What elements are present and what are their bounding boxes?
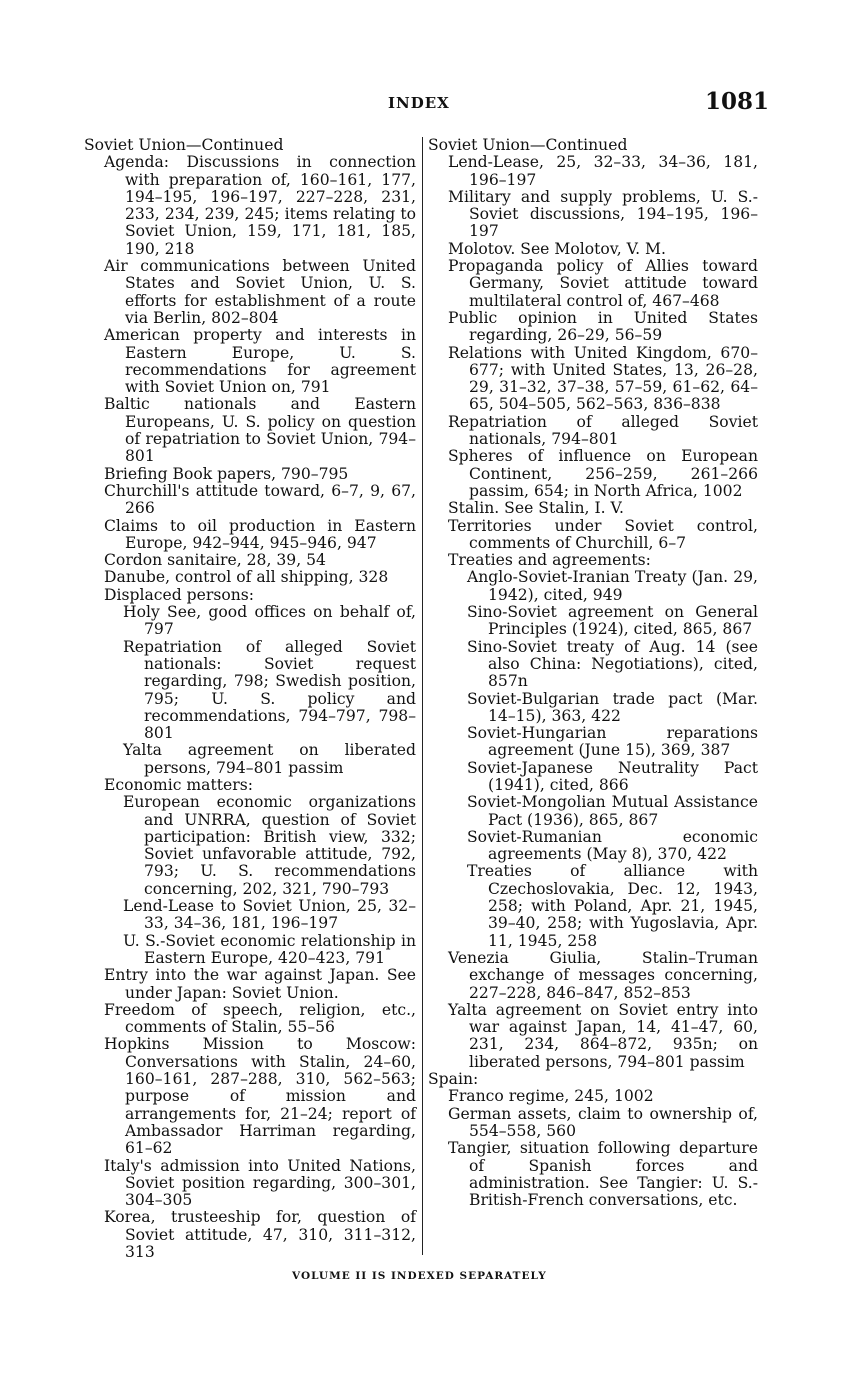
index-entry: Sino-Soviet treaty of Aug. 14 (see also China: Negotiations), cited, 857n [467,637,758,691]
index-entry: Territories under Soviet control, comments of Churchill, 6–7 [448,516,758,552]
index-entry: Yalta agreement on liberated persons, 794–801 passim [123,741,416,777]
index-entry: Soviet-Rumanian economic agreements (May 8), 370, 422 [467,827,758,864]
index-entry: Briefing Book papers, 790–795 [104,464,349,483]
index-entry: Public opinion in United States regarding, 26–29, 56–59 [448,308,758,345]
index-entry: Treaties and agreements: [448,551,651,570]
index-entry: Tangier, situation following departure of Spanish forces and administration. See Tangier: U. S.-British-French conversations, etc. [448,1139,758,1210]
index-entry: Spain: [428,1070,479,1089]
index-entry: Danube, control of all shipping, 328 [104,568,389,587]
index-entry: Air communications between United States and Soviet Union, U. S. efforts for establishment of a route via Berlin, 802–804 [104,257,416,327]
index-entry: Lend-Lease to Soviet Union, 25, 32–33, 34–36, 181, 196–197 [123,897,416,933]
index-entry: Soviet Union—Continued [428,136,628,154]
index-entry: Soviet-Hungarian reparations agreement (June 15), 369, 387 [467,724,758,760]
index-entry: Agenda: Discussions in connection with preparation of, 160–161, 177, 194–195, 196–197, 227–228, 231, 233, 234, 239, 245; items relating to Soviet Union, 159, 171, 181, 185, 190, 218 [104,153,416,258]
index-entry: Korea, trusteeship for, question of Soviet attitude, 47, 310, 311–312, 313 [104,1208,416,1261]
index-entry: Stalin. See Stalin, I. V. [448,499,625,518]
index-entry: Lend-Lease, 25, 32–33, 34–36, 181, 196–197 [448,153,758,189]
column-divider [422,137,423,1255]
index-entry: American property and interests in Eastern Europe, U. S. recommendations for agreement with Soviet Union on, 791 [104,326,416,397]
index-entry: Spheres of influence on European Continent, 256–259, 261–266 passim, 654; in North Africa, 1002 [448,447,758,500]
index-entry: Cordon sanitaire, 28, 39, 54 [104,551,326,570]
page-footer: VOLUME II IS INDEXED SEPARATELY [292,1270,547,1282]
index-entry: Economic matters: [104,775,253,794]
index-column-left [84,137,416,1261]
index-entry: Churchill's attitude toward, 6–7, 9, 67, 266 [104,481,416,518]
index-entry: Treaties of alliance with Czechoslovakia, Dec. 12, 1943, 258; with Poland, Apr. 21, 1945, 39–40, 258; with Yugoslavia, Apr. 11, 1945, 258 [467,862,758,950]
index-entry: German assets, claim to ownership of, 554–558, 560 [448,1104,758,1140]
index-entry: Holy See, good offices on behalf of, 797 [123,603,416,639]
index-entry: Claims to oil production in Eastern Europe, 942–944, 945–946, 947 [104,516,416,552]
index-entry: Soviet-Bulgarian trade pact (Mar. 14–15), 363, 422 [467,689,758,725]
index-entry: Repatriation of alleged Soviet nationals: Soviet request regarding, 798; Swedish position, 795; U. S. policy and recommendations, 794–797, 798–801 [123,637,416,743]
index-entry: U. S.-Soviet economic relationship in Eastern Europe, 420–423, 791 [123,931,416,967]
index-entry: Molotov. See Molotov, V. M. [448,239,666,258]
index-entry: Entry into the war against Japan. See under Japan: Soviet Union. [104,966,416,1002]
index-entry: Hopkins Mission to Moscow: Conversations with Stalin, 24–60, 160–161, 287–288, 310, 562–563; purpose of mission and arrangements for, 21–24; report of Ambassador Harriman regarding, 61–62 [104,1035,416,1158]
index-entry: Military and supply problems, U. S.-Soviet discussions, 194–195, 196–197 [448,187,758,241]
page-number: 1081 [705,88,770,115]
index-entry: Soviet-Japanese Neutrality Pact (1941), cited, 866 [467,758,758,794]
index-entry: Franco regime, 245, 1002 [448,1087,654,1106]
index-entry: Freedom of speech, religion, etc., comments of Stalin, 55–56 [104,1000,416,1037]
index-entry: Venezia Giulia, Stalin–Truman exchange of messages concerning, 227–228, 846–847, 852–853 [448,948,758,1002]
index-entry: Anglo-Soviet-Iranian Treaty (Jan. 29, 1942), cited, 949 [467,568,758,604]
index-entry: Relations with United Kingdom, 670–677; with United States, 13, 26–28, 29, 31–32, 37–38, 57–59, 61–62, 64–65, 504–505, 562–563, 836–838 [448,343,758,414]
index-entry: Italy's admission into United Nations, Soviet position regarding, 300–301, 304–305 [104,1156,416,1210]
index-entry: Propaganda policy of Allies toward Germany, Soviet attitude toward multilateral control of, 467–468 [448,257,758,310]
index-column-right [428,137,758,1209]
page-header-title: INDEX [388,94,450,112]
index-entry: Sino-Soviet agreement on General Principles (1924), cited, 865, 867 [467,603,758,639]
index-entry: Displaced persons: [104,585,255,604]
index-entry: Repatriation of alleged Soviet nationals, 794–801 [448,412,758,449]
index-entry: European economic organizations and UNRRA, question of Soviet participation: British view, 332; Soviet unfavorable attitude, 792, 793; U. S. recommendations concerning, 202, 321, 790–793 [123,793,416,898]
index-entry: Baltic nationals and Eastern Europeans, U. S. policy on question of repatriation to Soviet Union, 794–801 [104,395,416,466]
index-entry: Soviet-Mongolian Mutual Assistance Pact (1936), 865, 867 [467,793,758,829]
index-entry: Soviet Union—Continued [84,136,284,154]
index-entry: Yalta agreement on Soviet entry into war against Japan, 14, 41–47, 60, 231, 234, 864–872, 935n; on liberated persons, 794–801 passim [448,1000,758,1071]
